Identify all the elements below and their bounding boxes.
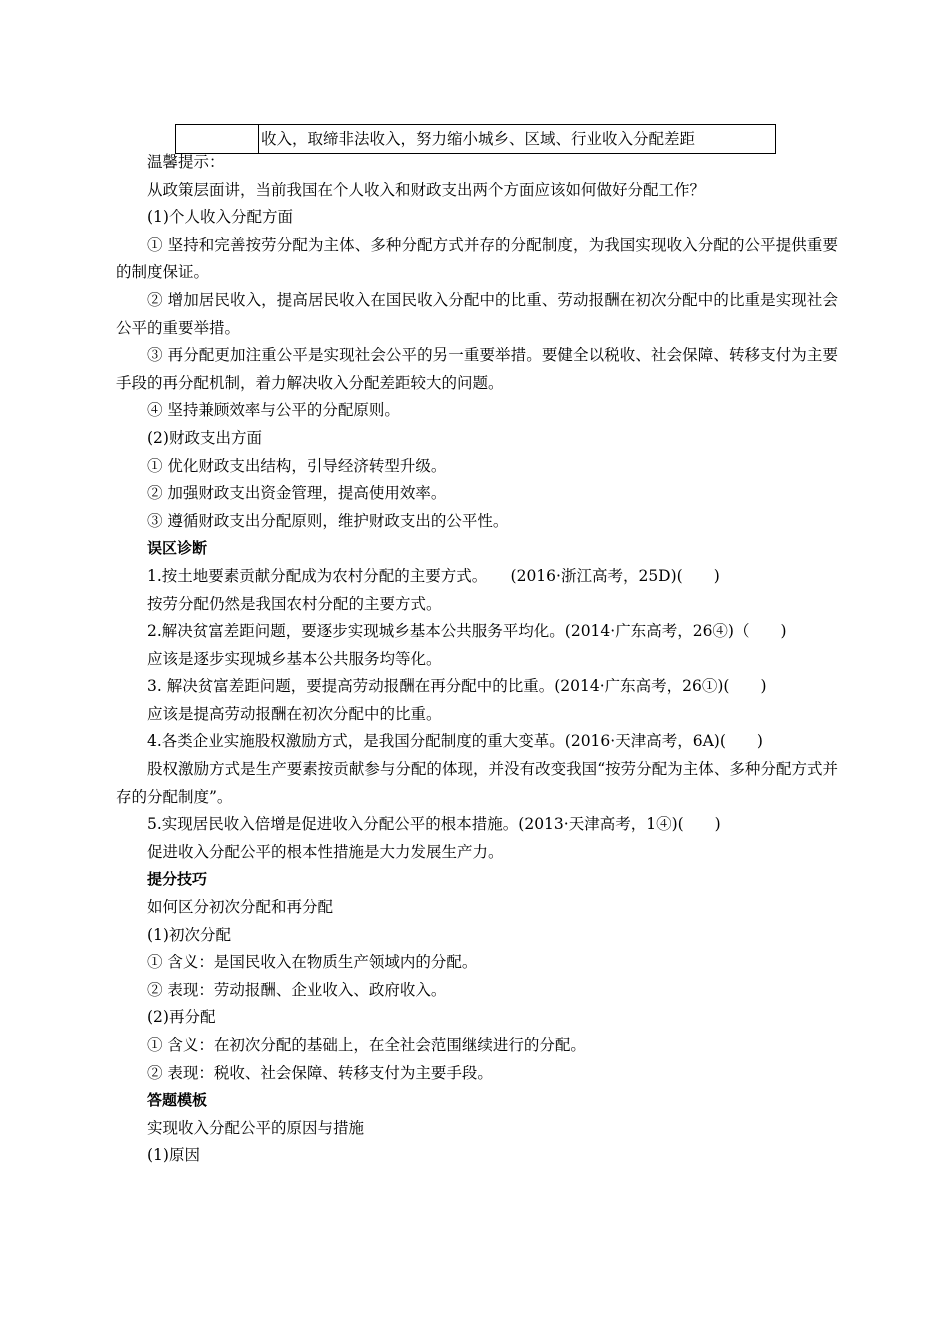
tip-part2-title: (2)财政支出方面 (147, 428, 262, 447)
mistake-question: 3. 解决贫富差距问题，要提高劳动报酬在再分配中的比重。(2014·广东高考，26①)( ) (147, 677, 767, 696)
tip-heading: 温馨提示： (147, 153, 225, 171)
skills-p1-item: ① 含义：是国民收入在物质生产领域内的分配。 (147, 953, 478, 972)
mistake-question: 1.按土地要素贡献分配成为农村分配的主要方式。 (2016·浙江高考，25D)( ) (147, 566, 720, 585)
mistake-question: 2.解决贫富差距问题，要逐步实现城乡基本公共服务平均化。(2014·广东高考，26④)（ ) (147, 622, 787, 641)
skills-heading: 提分技巧 (147, 870, 208, 889)
mistakes-heading: 误区诊断 (147, 539, 208, 558)
template-intro: 实现收入分配公平的原因与措施 (147, 1118, 365, 1137)
skills-p1-item: ② 表现：劳动报酬、企业收入、政府收入。 (147, 980, 447, 999)
skills-p2-item: ② 表现：税收、社会保障、转移支付为主要手段。 (147, 1063, 493, 1082)
skills-p1-title: (1)初次分配 (147, 925, 231, 944)
skills-intro: 如何区分初次分配和再分配 (147, 898, 334, 917)
mistake-answer: 促进收入分配公平的根本性措施是大力发展生产力。 (147, 842, 504, 861)
table-cell-content: 收入，取缔非法收入，努力缩小城乡、区域、行业收入分配差距 (259, 125, 776, 154)
mistake-answer: 应该是提高劳动报酬在初次分配中的比重。 (147, 704, 442, 723)
skills-p2-title: (2)再分配 (147, 1008, 216, 1027)
document-body (116, 149, 838, 1170)
template-p1-title: (1)原因 (147, 1146, 200, 1165)
tip-part2-item: ② 加强财政支出资金管理，提高使用效率。 (147, 484, 447, 503)
tip-question: 从政策层面讲，当前我国在个人收入和财政支出两个方面应该如何做好分配工作？ (147, 180, 706, 199)
mistake-answer: 股权激励方式是生产要素按贡献参与分配的体现，并没有改变我国“按劳分配为主体、多种分配方式并存的分配制度”。 (116, 760, 838, 806)
template-heading: 答题模板 (147, 1091, 208, 1110)
tip-part1-item: ④ 坚持兼顾效率与公平的分配原则。 (147, 401, 400, 420)
tip-part1-item: ③ 再分配更加注重公平是实现社会公平的另一重要举措。要健全以税收、社会保障、转移支付为主要手段的再分配机制，着力解决收入分配差距较大的问题。 (116, 346, 838, 392)
mistake-answer: 按劳分配仍然是我国农村分配的主要方式。 (147, 594, 442, 613)
skills-p2-item: ① 含义：在初次分配的基础上，在全社会范围继续进行的分配。 (147, 1036, 586, 1054)
tip-part2-item: ① 优化财政支出结构，引导经济转型升级。 (147, 456, 447, 475)
tip-part1-title: (1)个人收入分配方面 (147, 208, 293, 227)
mistake-answer: 应该是逐步实现城乡基本公共服务均等化。 (147, 649, 442, 668)
tip-part1-item: ② 增加居民收入，提高居民收入在国民收入分配中的比重、劳动报酬在初次分配中的比重是实现社会公平的重要举措。 (116, 290, 838, 337)
mistake-question: 4.各类企业实施股权激励方式，是我国分配制度的重大变革。(2016·天津高考，6A)( ) (147, 732, 763, 751)
tip-part1-item: ① 坚持和完善按劳分配为主体、多种分配方式并存的分配制度，为我国实现收入分配的公平提供重要的制度保证。 (116, 235, 838, 282)
tip-part2-item: ③ 遵循财政支出分配原则，维护财政支出的公平性。 (147, 511, 509, 530)
mistake-question: 5.实现居民收入倍增是促进收入分配公平的根本措施。(2013·天津高考，1④)( ) (147, 815, 721, 834)
